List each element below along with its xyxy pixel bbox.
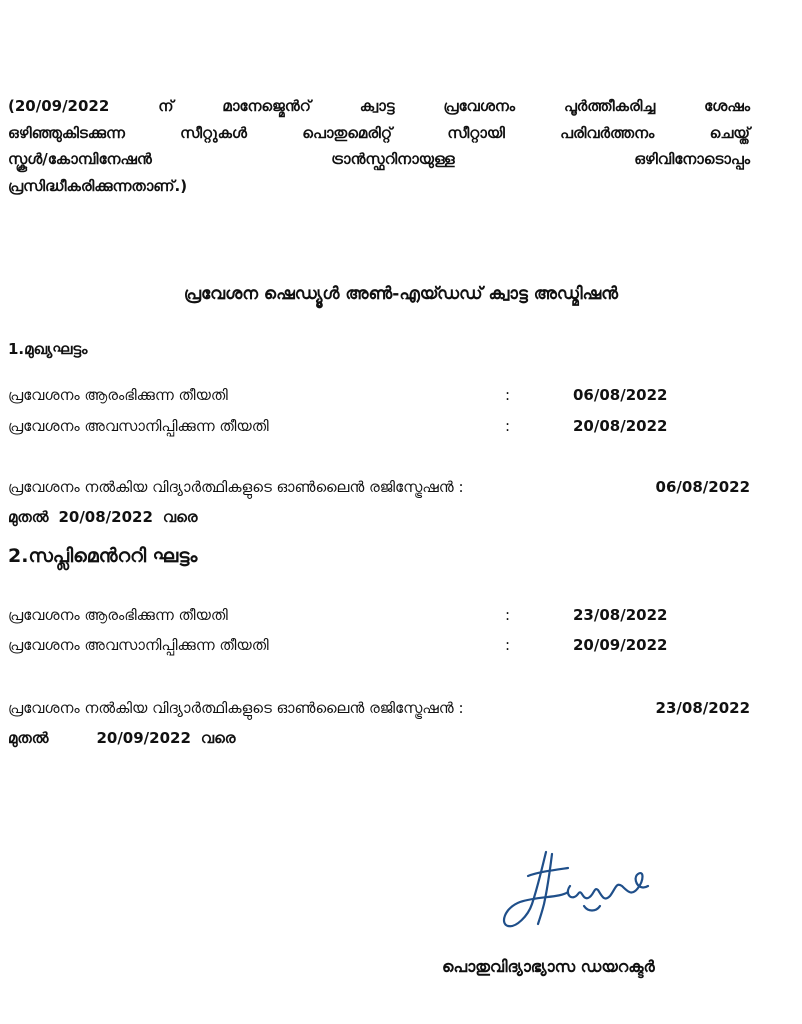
intro-line: പ്രസിദ്ധീകരിക്കുന്നതാണ്.)	[8, 176, 188, 195]
phase1-registration	[8, 478, 750, 526]
phase2-registration	[8, 699, 750, 747]
registration-to-date: 20/08/2022	[58, 508, 153, 526]
phase2-start-row	[8, 606, 758, 628]
registration-from-date: 23/08/2022	[655, 699, 750, 717]
intro-line: ഒഴിഞ്ഞുകിടക്കുന്ന സീറ്റുകൾ പൊതുമെരിറ്റ് സീറ്റായി പരിവർത്തനം ചെയ്ത്	[8, 123, 750, 142]
separator-colon: :	[505, 386, 511, 404]
from-word: മുതൽ	[8, 729, 49, 747]
intro-line: സ്കൂൾ/കോമ്പിനേഷൻ ട്രാൻസ്ഫറിനായുള്ള ഒഴിവിനോടൊപ്പം	[8, 150, 750, 168]
phase1-title: 1.മുഖ്യഘട്ടം	[8, 340, 88, 358]
registration-text: പ്രവേശനം നൽകിയ വിദ്യാർത്ഥികളുടെ ഓൺലൈൻ രജിസ്ട്രേഷൻ :	[8, 478, 464, 496]
phase2-title: 2.സപ്ലിമെൻററി ഘട്ടം	[8, 545, 198, 567]
schedule-heading: പ്രവേശന ഷെഡ്യൂൾ അൺ-എയ്ഡഡ് ക്വാട്ട അഡ്മിഷൻ	[183, 284, 619, 304]
start-date-label: പ്രവേശനം ആരംഭിക്കുന്ന തീയതി	[8, 606, 228, 624]
registration-to-date: 20/09/2022	[96, 729, 191, 747]
intro-paragraph	[8, 93, 750, 199]
separator-colon: :	[505, 417, 511, 435]
to-word: വരെ	[200, 729, 236, 747]
phase1-end-row	[8, 417, 758, 439]
intro-line: (20/09/2022 ന് മാനേജ്മെൻറ് ക്വാട്ട പ്രവേശനം പൂർത്തീകരിച്ച ശേഷം	[8, 97, 750, 115]
separator-colon: :	[505, 606, 511, 624]
phase1-start-row	[8, 386, 758, 408]
start-date-value: 06/08/2022	[573, 386, 668, 404]
start-date-value: 23/08/2022	[573, 606, 668, 624]
start-date-label: പ്രവേശനം ആരംഭിക്കുന്ന തീയതി	[8, 386, 228, 404]
end-date-label: പ്രവേശനം അവസാനിപ്പിക്കുന്ന തീയതി	[8, 417, 269, 435]
to-word: വരെ	[162, 508, 198, 526]
registration-text: പ്രവേശനം നൽകിയ വിദ്യാർത്ഥികളുടെ ഓൺലൈൻ രജിസ്ട്രേഷൻ :	[8, 699, 464, 717]
phase2-end-row	[8, 636, 758, 658]
signatory-title: പൊതുവിദ്യാഭ്യാസ ഡയറക്ടർ	[442, 957, 655, 976]
end-date-value: 20/08/2022	[573, 417, 668, 435]
separator-colon: :	[505, 636, 511, 654]
end-date-label: പ്രവേശനം അവസാനിപ്പിക്കുന്ന തീയതി	[8, 636, 269, 654]
registration-from-date: 06/08/2022	[655, 478, 750, 496]
from-word: മുതൽ	[8, 508, 49, 526]
end-date-value: 20/09/2022	[573, 636, 668, 654]
handwritten-signature	[498, 846, 658, 936]
